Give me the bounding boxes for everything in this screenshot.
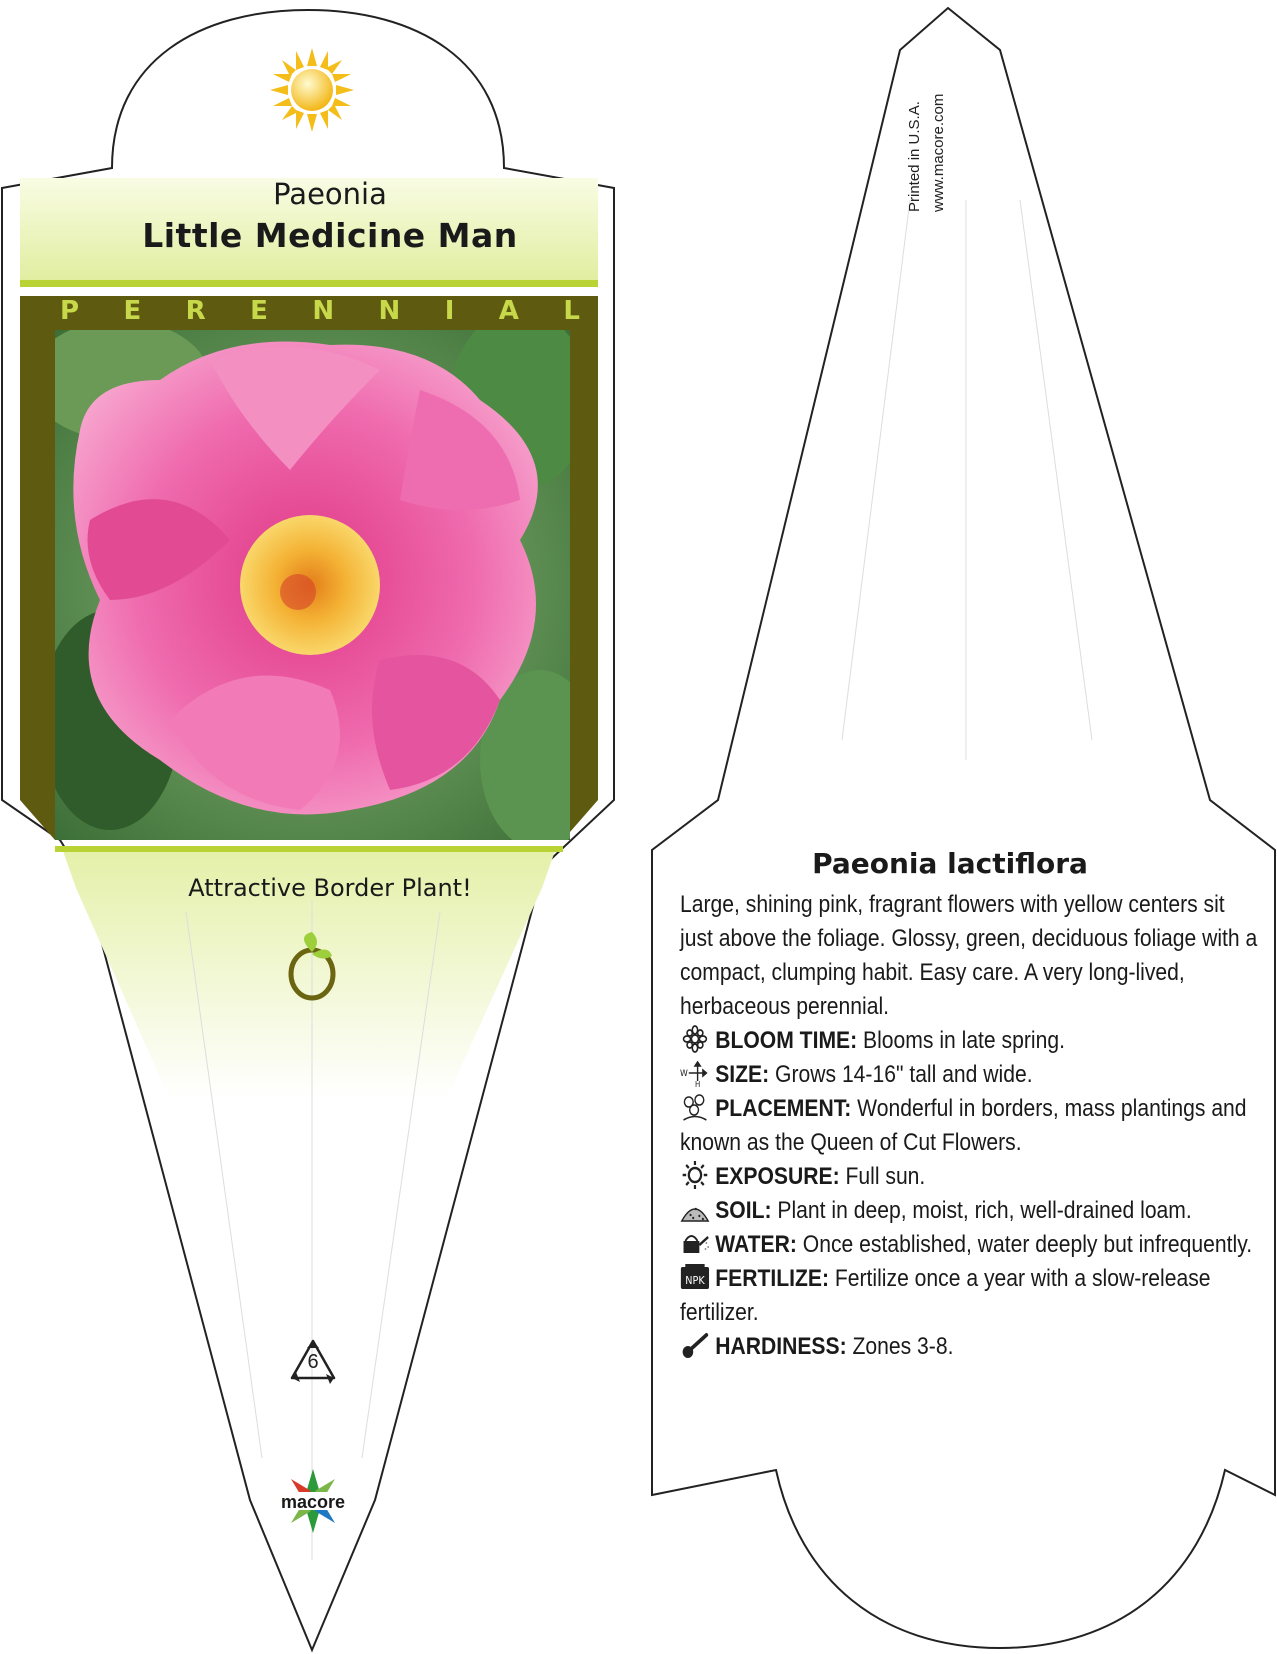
front-genus: Paeonia — [273, 177, 387, 211]
category-letter: A — [498, 296, 519, 326]
category-letter: P — [60, 296, 80, 326]
size-icon — [680, 1059, 710, 1087]
attribute-label: EXPOSURE: — [715, 1163, 840, 1190]
printed-info — [906, 40, 978, 220]
category-letter: N — [378, 296, 401, 326]
category-letter: L — [563, 296, 580, 326]
category-letter: E — [123, 296, 142, 326]
attribute-text: Grows 14-16" tall and wide. — [775, 1061, 1033, 1088]
sun-icon — [268, 46, 356, 134]
category-letter: I — [444, 296, 455, 326]
attribute-bloom-time — [680, 1024, 1261, 1058]
attribute-text: Full sun. — [845, 1163, 926, 1190]
attribute-exposure — [680, 1160, 1261, 1194]
tagline: Attractive Border Plant! — [188, 874, 472, 902]
attribute-soil — [680, 1194, 1261, 1228]
svg-text:H: H — [694, 1079, 701, 1087]
category-letter: E — [250, 296, 268, 326]
sprout-icon — [282, 930, 342, 1002]
attribute-hardiness — [680, 1330, 1261, 1364]
description: Large, shining pink, fragrant flowers with yellow centers sit just above the foliage. Glossy, green, deciduous foliage with a compact, clumping habit. Easy care. A very long-lived, herbaceous perennial. — [680, 891, 1258, 1020]
attribute-label: PLACEMENT: — [715, 1095, 852, 1122]
printed-in-label: Printed in U.S.A. — [906, 101, 923, 212]
back-card-outline — [652, 8, 1275, 1648]
attribute-text: Blooms in late spring. — [863, 1027, 1065, 1054]
attribute-label: HARDINESS: — [715, 1333, 847, 1360]
category-letter: R — [185, 296, 206, 326]
sun-outline-icon — [680, 1161, 710, 1189]
svg-text:W: W — [680, 1067, 688, 1079]
attribute-text: Zones 3-8. — [852, 1333, 954, 1360]
attribute-water — [680, 1228, 1261, 1262]
attribute-label: SIZE: — [715, 1061, 770, 1088]
watering-can-icon — [680, 1229, 710, 1257]
attribute-label: WATER: — [715, 1231, 797, 1258]
attribute-size — [680, 1058, 1261, 1092]
svg-text:NPK: NPK — [685, 1274, 705, 1288]
attribute-label: FERTILIZE: — [715, 1265, 830, 1292]
attribute-label: BLOOM TIME: — [715, 1027, 858, 1054]
attribute-text: Once established, water deeply but infrequently. — [802, 1231, 1253, 1258]
attribute-label: SOIL: — [715, 1197, 772, 1224]
category-letter: N — [312, 296, 335, 326]
category-label — [40, 296, 600, 332]
attribute-placement — [680, 1092, 1261, 1160]
flower-icon — [680, 1025, 710, 1053]
attribute-text: Wonderful in borders, mass plantings and known as the Queen of Cut Flowers. — [680, 1095, 1247, 1156]
attribute-fertilize — [680, 1262, 1261, 1330]
macore-logo-text: macore — [280, 1492, 346, 1512]
website-label: www.macore.com — [930, 93, 947, 212]
attribute-text: Fertilize once a year with a slow-release fertilizer. — [680, 1265, 1211, 1326]
care-info — [680, 888, 1261, 1364]
species-title: Paeonia lactiflora — [812, 847, 1088, 880]
soil-icon — [680, 1195, 710, 1223]
attribute-text: Plant in deep, moist, rich, well-drained loam. — [777, 1197, 1192, 1224]
npk-icon — [680, 1263, 710, 1291]
peony-photo — [30, 310, 600, 850]
recycle-number: 6 — [307, 1351, 319, 1373]
thermometer-icon — [680, 1331, 710, 1359]
placement-icon — [680, 1093, 710, 1121]
front-cultivar-name: Little Medicine Man — [142, 216, 518, 255]
